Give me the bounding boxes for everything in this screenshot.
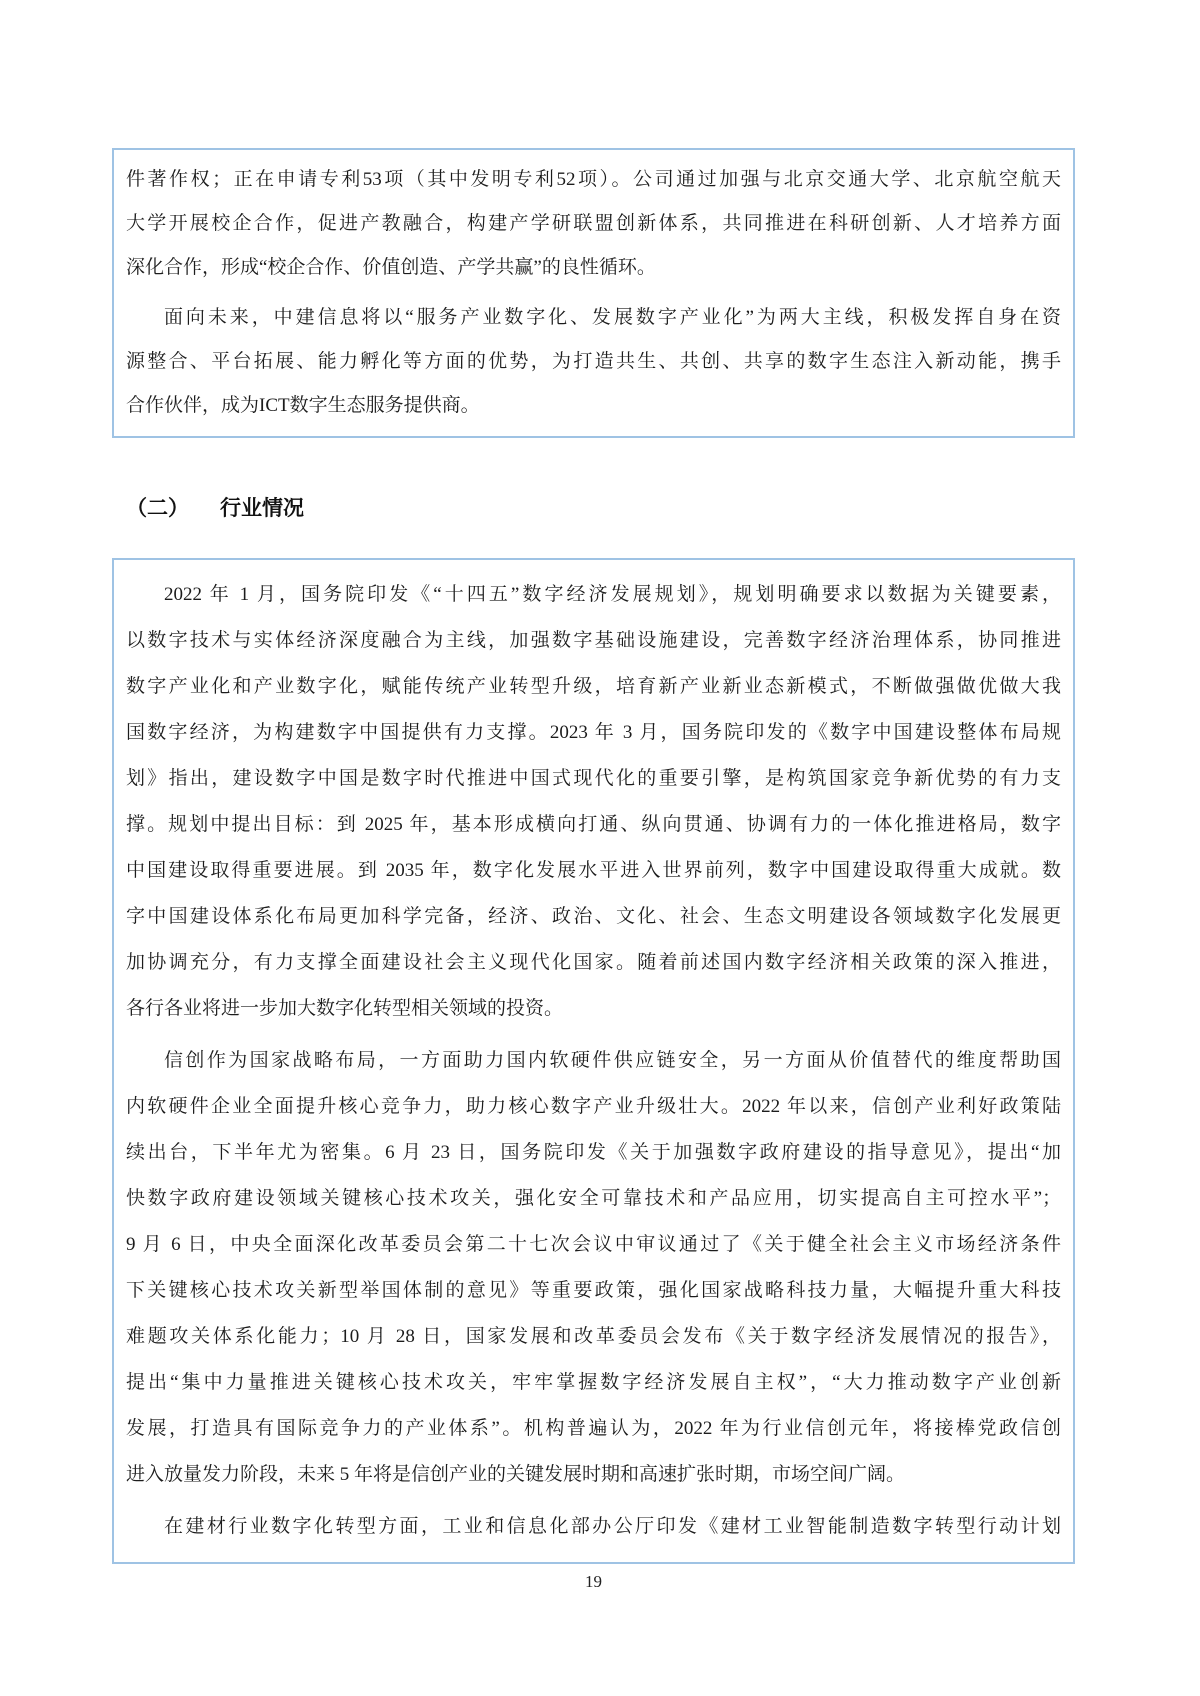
text-line: 划》指出，建设数字中国是数字时代推进中国式现代化的重要引擎，是构筑国家竞争新优势的有力支 [126,768,1061,789]
text-line: 下关键核心技术攻关新型举国体制的意见》等重要政策，强化国家战略科技力量，大幅提升重大科技 [126,1280,1061,1301]
text-line: 难题攻关体系化能力；10 月 28 日，国家发展和改革委员会发布《关于数字经济发展情况的报告》， [126,1326,1061,1347]
text-line: 提出“集中力量推进关键核心技术攻关，牢牢掌握数字经济发展自主权”，“大力推动数字产业创新 [126,1372,1061,1393]
section-title: 行业情况 [220,496,304,520]
text-line: 在建材行业数字化转型方面，工业和信息化部办公厅印发《建材工业智能制造数字转型行动计划 [164,1516,1061,1537]
page-number: 19 [585,1572,602,1591]
paragraph [126,1504,1061,1550]
text-line: 快数字政府建设领域关键核心技术攻关，强化安全可靠技术和产品应用，切实提高自主可控水平”； [126,1188,1061,1209]
text-line: 各行各业将进一步加大数字化转型相关领域的投资。 [126,998,564,1019]
paragraph [126,572,1061,1032]
text-line: 撑。规划中提出目标：到 2025 年，基本形成横向打通、纵向贯通、协调有力的一体化推进格局，数字 [126,814,1061,835]
text-line: 以数字技术与实体经济深度融合为主线，加强数字基础设施建设，完善数字经济治理体系，协同推进 [126,630,1061,651]
paragraph [126,158,1061,290]
text-line: 字中国建设体系化布局更加科学完备，经济、政治、文化、社会、生态文明建设各领域数字化发展更 [126,906,1061,927]
text-line: 9 月 6 日，中央全面深化改革委员会第二十七次会议中审议通过了《关于健全社会主义市场经济条件 [126,1234,1061,1255]
paragraph [126,1038,1061,1498]
text-line: 内软硬件企业全面提升核心竞争力，助力核心数字产业升级壮大。2022 年以来，信创产业利好政策陆 [126,1096,1061,1117]
text-line: 件著作权；正在申请专利53项（其中发明专利52项）。公司通过加强与北京交通大学、北京航空航天 [126,169,1061,190]
text-line: 中国建设取得重要进展。到 2035 年，数字化发展水平进入世界前列，数字中国建设取得重大成就。数 [126,860,1061,881]
paragraph [126,296,1061,428]
text-line: 面向未来，中建信息将以“服务产业数字化、发展数字产业化”为两大主线，积极发挥自身在资 [164,307,1061,328]
text-line: 发展，打造具有国际竞争力的产业体系”。机构普遍认为，2022 年为行业信创元年，将接棒党政信创 [126,1418,1061,1439]
page-content [112,0,1075,1594]
text-line: 2022 年 1 月，国务院印发《“十四五”数字经济发展规划》，规划明确要求以数据为关键要素， [164,584,1061,605]
text-line: 合作伙伴，成为ICT数字生态服务提供商。 [126,395,480,416]
text-line: 深化合作，形成“校企合作、价值创造、产学共赢”的良性循环。 [126,257,656,278]
text-line: 国数字经济，为构建数字中国提供有力支撑。2023 年 3 月，国务院印发的《数字中国建设整体布局规 [126,722,1061,743]
text-line: 加协调充分，有力支撑全面建设社会主义现代化国家。随着前述国内数字经济相关政策的深入推进， [126,952,1061,973]
text-line: 信创作为国家战略布局，一方面助力国内软硬件供应链安全，另一方面从价值替代的维度帮助国 [164,1050,1061,1071]
text-line: 数字产业化和产业数字化，赋能传统产业转型升级，培育新产业新业态新模式，不断做强做优做大我 [126,676,1061,697]
bordered-text-box-company [112,148,1075,438]
text-line: 源整合、平台拓展、能力孵化等方面的优势，为打造共生、共创、共享的数字生态注入新动能，携手 [126,351,1061,372]
text-line: 进入放量发力阶段，未来 5 年将是信创产业的关键发展时期和高速扩张时期，市场空间广阔。 [126,1464,906,1485]
text-line: 大学开展校企合作，促进产教融合，构建产学研联盟创新体系，共同推进在科研创新、人才培养方面 [126,213,1061,234]
text-line: 续出台，下半年尤为密集。6 月 23 日，国务院印发《关于加强数字政府建设的指导意见》，提出“加 [126,1142,1061,1163]
section-number: （二） [126,496,189,520]
section-heading [126,494,1075,522]
bordered-text-box-industry [112,558,1075,1564]
